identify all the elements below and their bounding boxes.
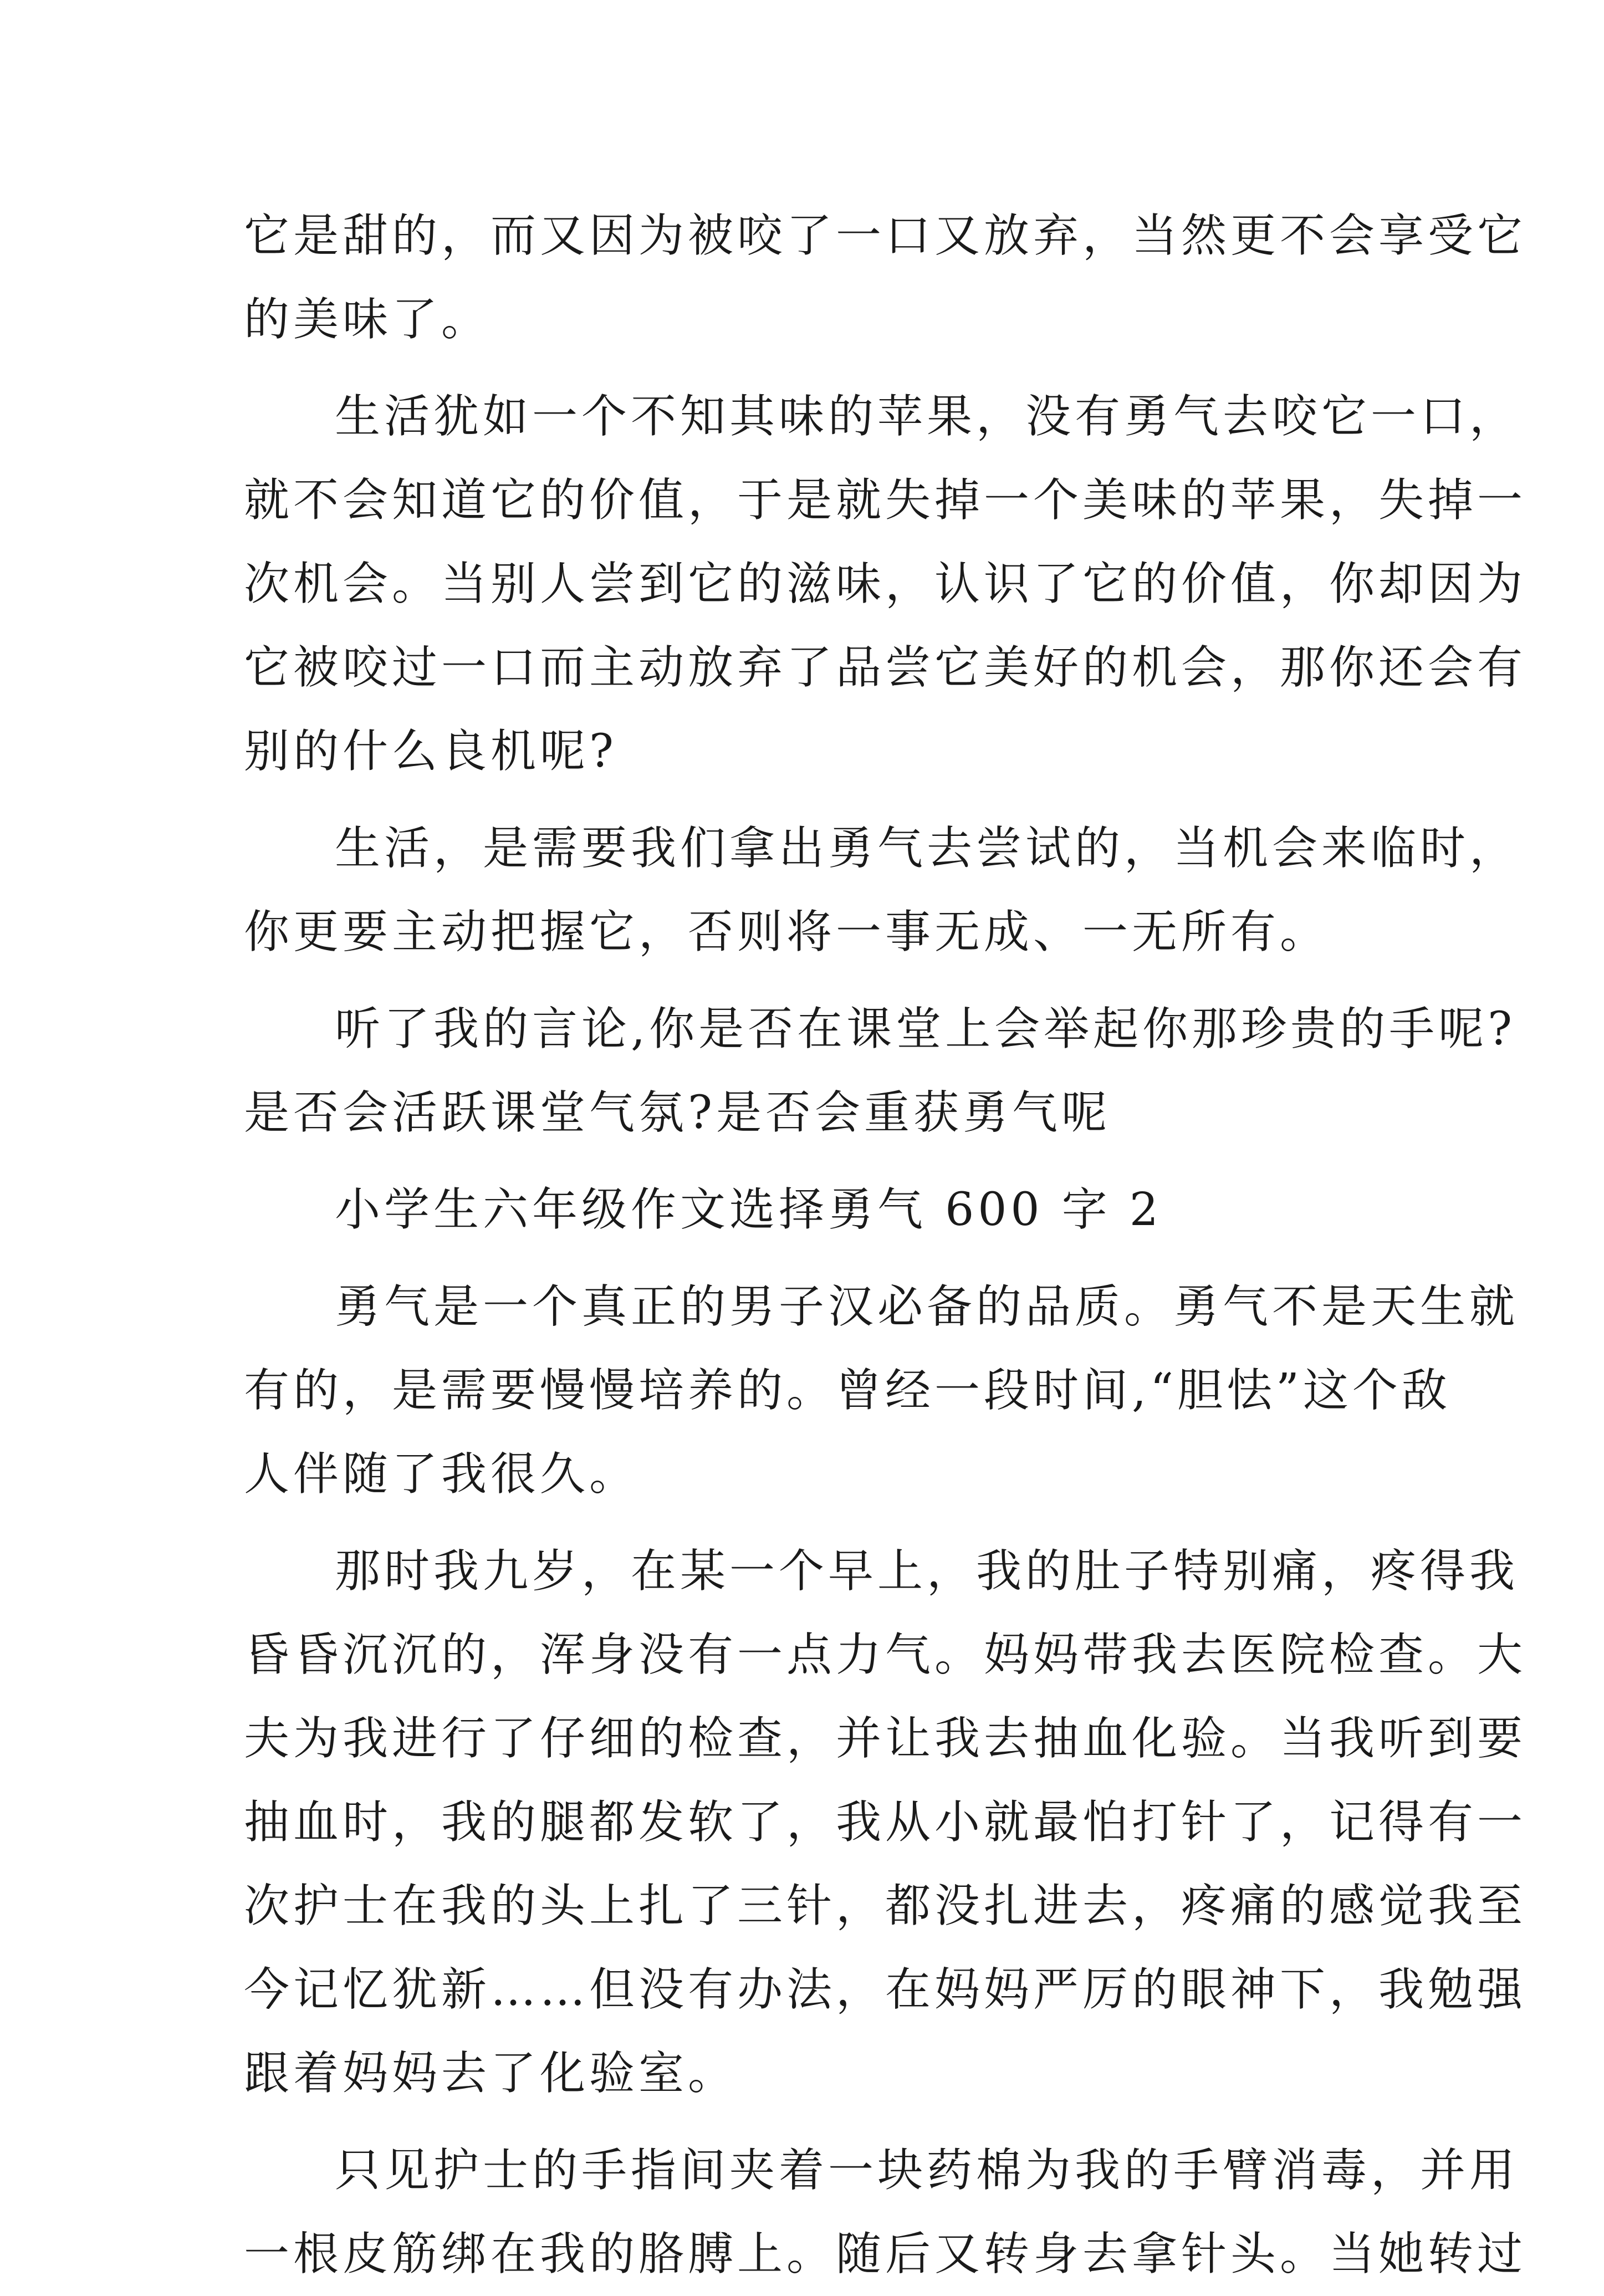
text-line: 的美味了。 bbox=[244, 293, 491, 346]
text-line: 那时我九岁，在某一个早上，我的肚子特别痛，疼得我 bbox=[335, 1545, 1519, 1598]
paragraph-gap bbox=[244, 793, 1363, 807]
text-line: 一根皮筋绑在我的胳膊上。随后又转身去拿针头。当她转过 bbox=[244, 2228, 1527, 2280]
text-line: 昏昏沉沉的，浑身没有一点力气。妈妈带我去医院检查。大 bbox=[244, 1629, 1527, 1681]
paragraph-gap bbox=[244, 1252, 1363, 1265]
text-line: 生活犹如一个不知其味的苹果，没有勇气去咬它一口， bbox=[335, 390, 1519, 443]
text-line: 只见护士的手指间夹着一块药棉为我的手臂消毒，并用 bbox=[335, 2144, 1519, 2197]
text-line: 你更要主动把握它，否则将一事无成、一无所有。 bbox=[244, 906, 1330, 958]
text-line: 人伴随了我很久。 bbox=[244, 1448, 639, 1501]
text-line: 跟着妈妈去了化验室。 bbox=[244, 2047, 738, 2100]
document-body bbox=[244, 194, 1527, 2296]
text-line: 勇气是一个真正的男子汉必备的品质。勇气不是天生就 bbox=[335, 1280, 1519, 1333]
text-line: 听了我的言论,你是否在课堂上会举起你那珍贵的手呢? bbox=[335, 1003, 1516, 1055]
paragraph-gap bbox=[244, 361, 1363, 375]
text-line: 是否会活跃课堂气氛?是否会重获勇气呢 bbox=[244, 1086, 1111, 1139]
text-line: 就不会知道它的价值，于是就失掉一个美味的苹果，失掉一 bbox=[244, 474, 1527, 527]
text-line: 抽血时，我的腿都发软了，我从小就最怕打针了，记得有一 bbox=[244, 1796, 1527, 1849]
text-line: 次护士在我的头上扎了三针，都没扎进去，疼痛的感觉我至 bbox=[244, 1880, 1527, 1932]
text-line: 生活，是需要我们拿出勇气去尝试的，当机会来临时， bbox=[335, 822, 1519, 875]
text-line: 小学生六年级作文选择勇气 600 字 2 bbox=[335, 1183, 1162, 1236]
text-line: 它被咬过一口而主动放弃了品尝它美好的机会，那你还会有 bbox=[244, 641, 1527, 694]
paragraph-gap bbox=[244, 974, 1363, 987]
text-line: 有的，是需要慢慢培养的。曾经一段时间,“胆怯”这个敌 bbox=[244, 1364, 1451, 1417]
text-line: 今记忆犹新……但没有办法，在妈妈严厉的眼神下，我勉强 bbox=[244, 1963, 1527, 2016]
paragraph-gap bbox=[244, 1516, 1363, 1529]
text-line: 别的什么良机呢? bbox=[244, 725, 617, 778]
paragraph-gap bbox=[244, 1155, 1363, 1168]
text-line: 它是甜的，而又因为被咬了一口又放弃，当然更不会享受它 bbox=[244, 210, 1527, 262]
paragraph-gap bbox=[244, 2115, 1363, 2129]
text-line: 夫为我进行了仔细的检查，并让我去抽血化验。当我听到要 bbox=[244, 1712, 1527, 1765]
text-line: 次机会。当别人尝到它的滋味，认识了它的价值，你却因为 bbox=[244, 558, 1527, 610]
